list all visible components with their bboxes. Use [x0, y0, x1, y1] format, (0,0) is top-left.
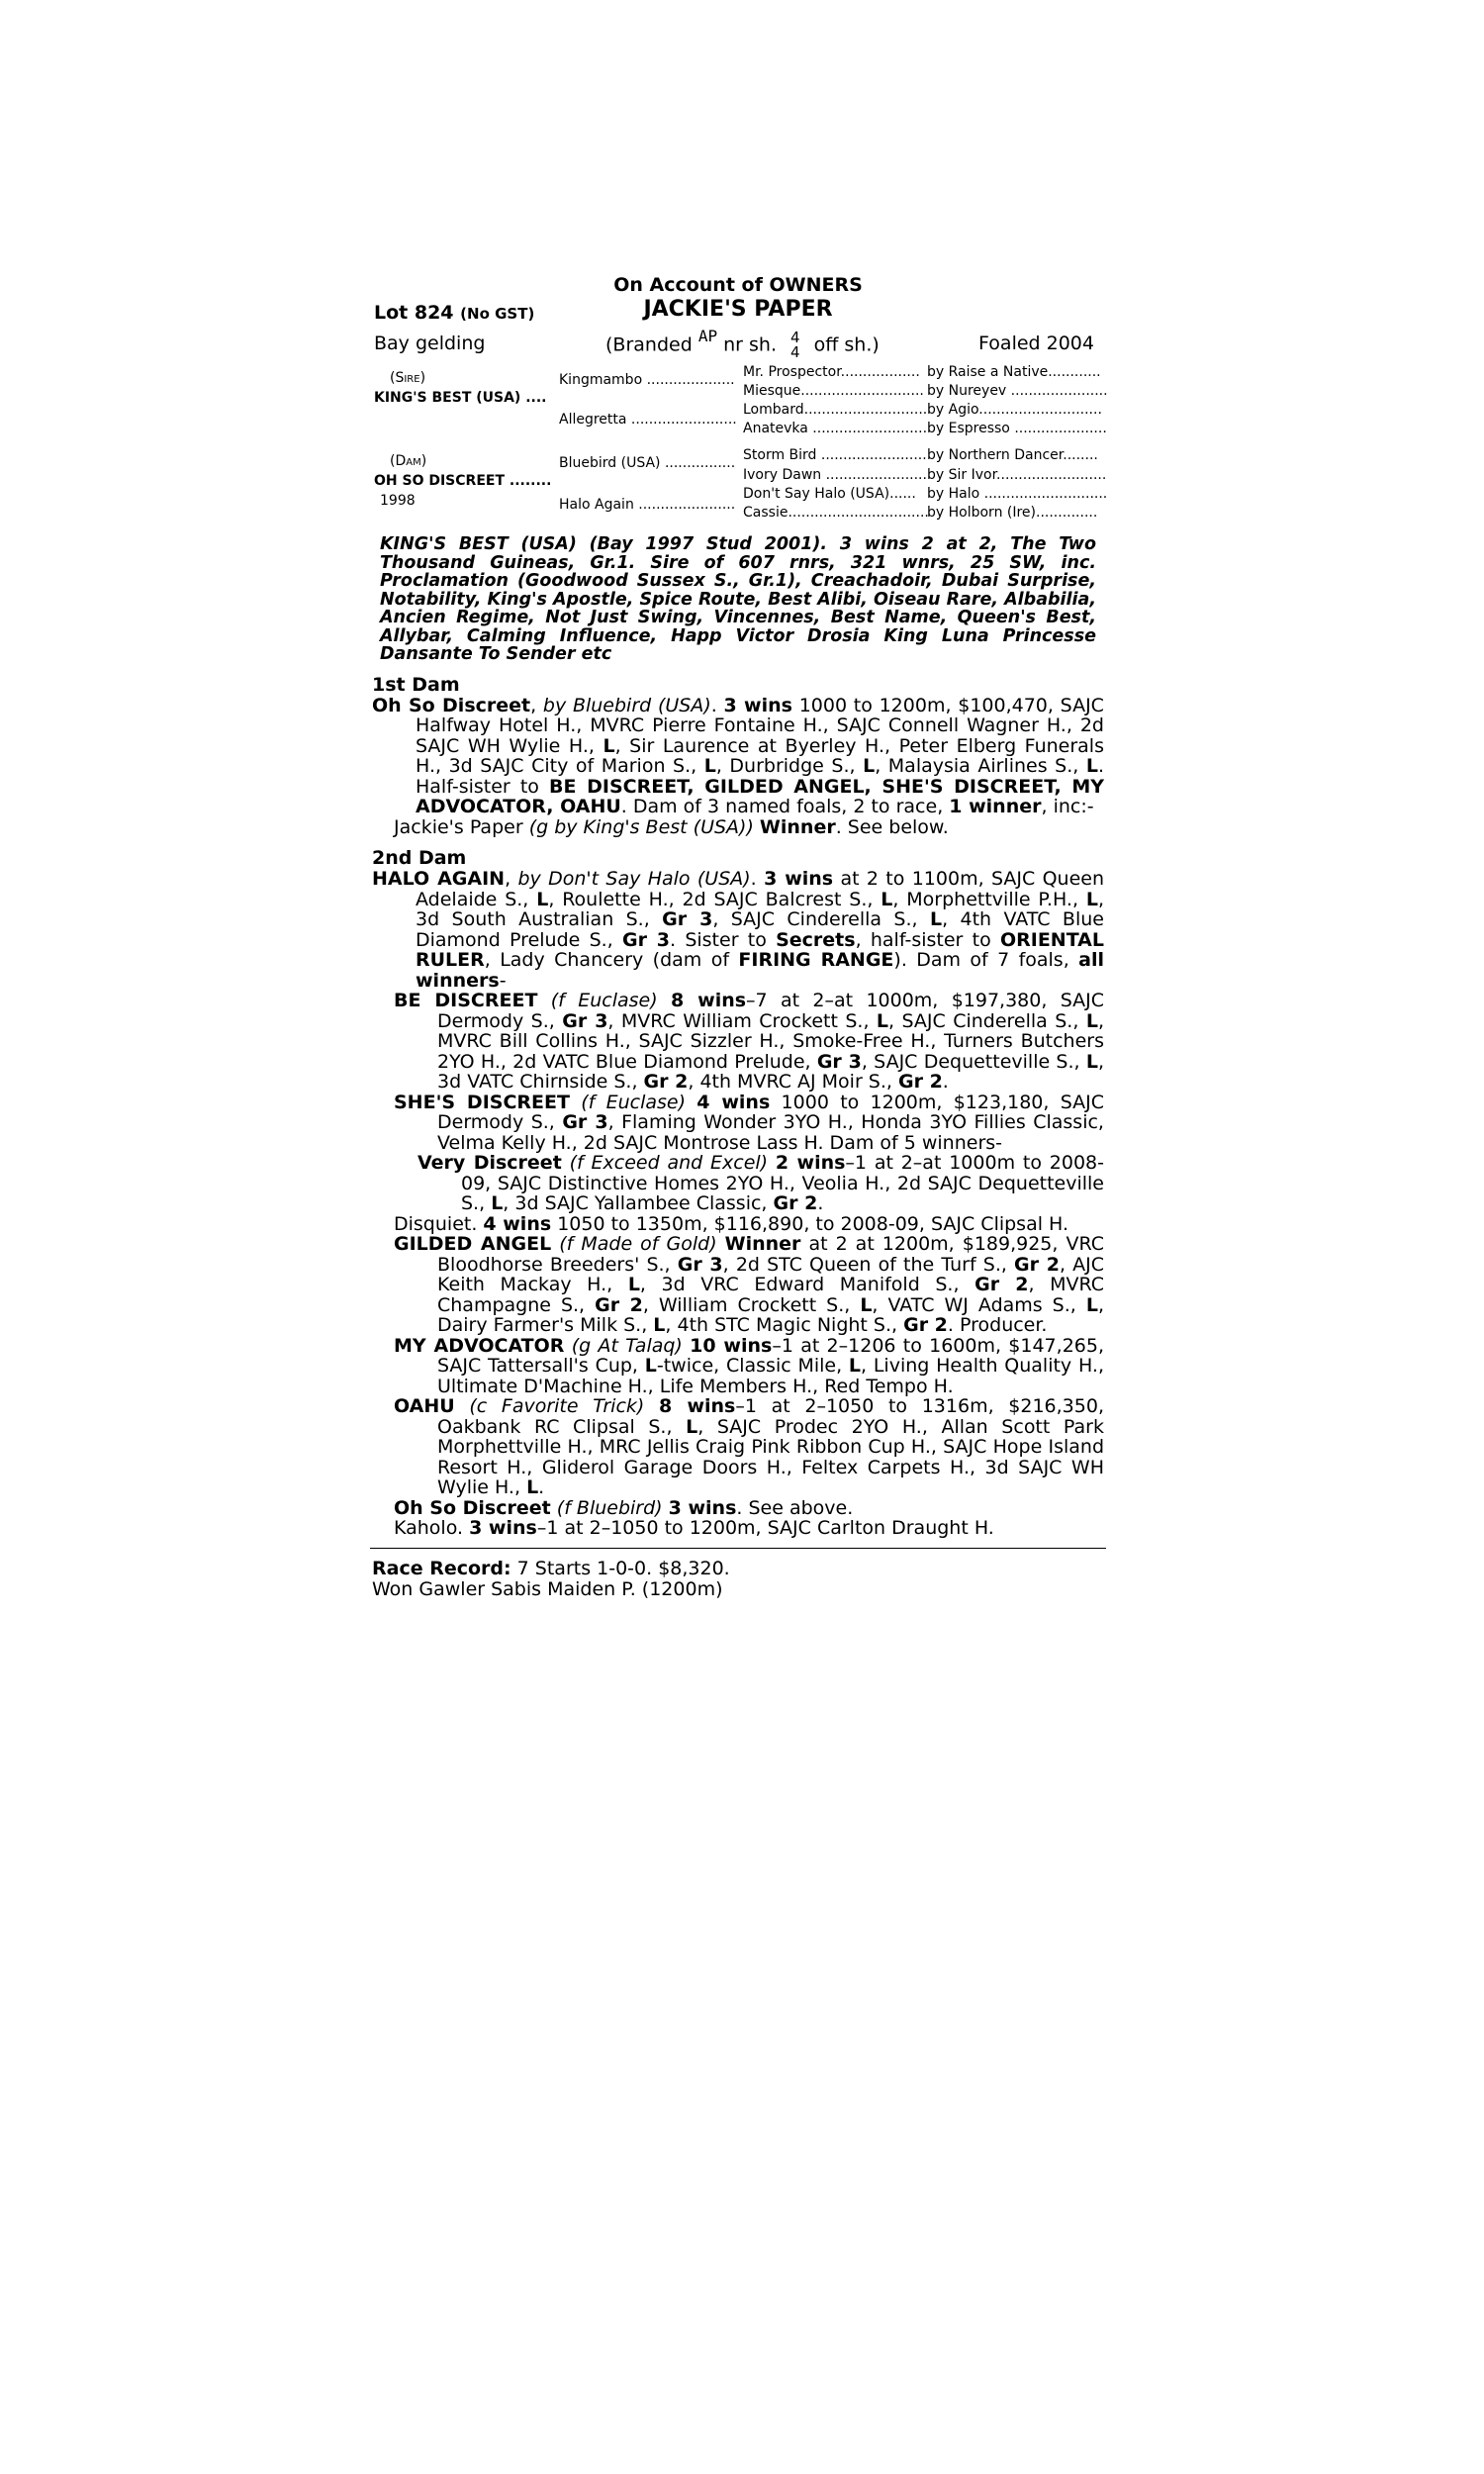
pedigree-sire-line: by Nureyev ......................	[927, 383, 1108, 399]
pedigree-great-grandparent: Lombard............................	[743, 402, 928, 418]
pedigree-sire-line: by Northern Dancer........	[927, 447, 1098, 463]
progeny-disquiet: Disquiet. 4 wins 1050 to 1350m, $116,890, to 2008-09, SAJC Clipsal H.	[394, 1212, 1069, 1235]
progeny-be-discreet: BE DISCREET (f Euclase) 8 wins–7 at 2–at 1000m, $197,380, SAJC Dermody S., Gr 3, MVRC William Crockett S., L, SAJC Cinderella S., L, MVRC Bill Collins H., SAJC Sizzler H., Smoke-Free H., Turners Butchers 2YO H., 2d VATC Blue Diamond Prelude, Gr 3, SAJC Dequetteville S., L, 3d VATC Chirnside S., Gr 2, 4th MVRC AJ Moir S., Gr 2.	[394, 990, 1105, 1093]
pedigree-sire-line: by Halo ............................	[927, 486, 1108, 502]
progeny-my-advocator: MY ADVOCATOR (g At Talaq) 10 wins–1 at 2–1206 to 1600m, $147,265, SAJC Tattersall's Cup, L-twice, Classic Mile, L, Living Health Quality H., Ultimate D'Machine H., Life Members H., Red Tempo H.	[394, 1334, 1104, 1397]
brand-description: (Branded AP nr sh. 4 4 off sh.)	[605, 326, 880, 361]
progeny-oahu: OAHU (c Favorite Trick) 8 wins–1 at 2–1050 to 1316m, $216,350, Oakbank RC Clipsal S., L, SAJC Prodec 2YO H., Allan Scott Park Morphettville H., MRC Jellis Craig Pink Ribbon Cup H., SAJC Hope Island Resort H., Gliderol Garage Doors H., Feltex Carpets H., 3d SAJC WH Wylie H., L.	[394, 1395, 1104, 1498]
pedigree-grandparent: Halo Again ......................	[559, 497, 736, 513]
progeny-gilded-angel: GILDED ANGEL (f Made of Gold) Winner at 2 at 1200m, $189,925, VRC Bloodhorse Breeders' S., Gr 3, 2d STC Queen of the Turf S., Gr 2, AJC Keith Mackay H., L, 3d VRC Edward Manifold S., Gr 2, MVRC Champagne S., Gr 2, William Crockett S., L, VATC WJ Adams S., L, Dairy Farmer's Milk S., L, 4th STC Magic Night S., Gr 2. Producer.	[394, 1233, 1104, 1336]
brand-mark-icon: AP	[697, 326, 718, 345]
pedigree-sire-line: by Holborn (Ire)..............	[927, 505, 1098, 521]
sire-summary: KING'S BEST (USA) (Bay 1997 Stud 2001). 3 wins 2 at 2, The Two Thousand Guineas, Gr.1. Sire of 607 rnrs, 321 wnrs, 25 SW, inc. Proclamation (Goodwood Sussex S., Gr.1), Creachadoir, Dubai Surprise, Notability, King's Apostle, Spice Route, Best Alibi, Oiseau Rare, Albabilia, Ancien Regime, Not Just Swing, Vincennes, Best Name, Queen's Best, Allybar, Calming Influence, Happ Victor Drosia King Luna Princesse Dansante To Sender etc	[380, 534, 1096, 664]
account-heading: On Account of OWNERS	[613, 274, 863, 296]
pedigree-grandparent: Kingmambo ....................	[559, 372, 735, 388]
foaled-year: Foaled 2004	[978, 333, 1094, 354]
race-won: Won Gawler Sabis Maiden P. (1200m)	[372, 1577, 723, 1600]
section-divider	[370, 1548, 1106, 1549]
pedigree-sire-line: by Raise a Native............	[927, 364, 1101, 380]
description-row	[372, 327, 1104, 362]
lot-row	[372, 297, 1104, 327]
progeny-very-discreet: Very Discreet (f Exceed and Excel) 2 wins–1 at 2–at 1000m to 2008-09, SAJC Distinctive Homes 2YO H., Veolia H., 2d SAJC Dequetteville S., L, 3d SAJC Yallambee Classic, Gr 2.	[417, 1152, 1104, 1214]
pedigree-grandparent: Allegretta ........................	[559, 412, 737, 428]
sire-label: (Sire)	[390, 370, 426, 386]
first-dam-entry: Oh So Discreet, by Bluebird (USA). 3 wins 1000 to 1200m, $100,470, SAJC Halfway Hotel H., MVRC Pierre Fontaine H., SAJC Connell Wagner H., 2d SAJC WH Wylie H., L, Sir Laurence at Byerley H., Peter Elberg Funerals H., 3d SAJC City of Marion S., L, Durbridge S., L, Malaysia Airlines S., L. Half-sister to BE DISCREET, GILDED ANGEL, SHE'S DISCREET, MY ADVOCATOR, OAHU. Dam of 3 named foals, 2 to race, 1 winner, inc:-	[372, 694, 1105, 817]
dam-year: 1998	[380, 493, 416, 509]
second-dam-entry: HALO AGAIN, by Don't Say Halo (USA). 3 wins at 2 to 1100m, SAJC Queen Adelaide S., L, Roulette H., 2d SAJC Balcrest S., L, Morphettville P.H., L, 3d South Australian S., Gr 3, SAJC Cinderella S., L, 4th VATC Blue Diamond Prelude S., Gr 3. Sister to Secrets, half-sister to ORIENTAL RULER, Lady Chancery (dam of FIRING RANGE). Dam of 7 foals, all winners-	[372, 868, 1104, 992]
dam-name: OH SO DISCREET ........	[374, 473, 552, 489]
pedigree-great-grandparent: Miesque............................	[743, 383, 924, 399]
pedigree-great-grandparent: Mr. Prospector..................	[743, 364, 920, 380]
pedigree-great-grandparent: Don't Say Halo (USA)......	[743, 486, 916, 502]
pedigree-sire-line: by Agio............................	[927, 402, 1102, 418]
first-dam-heading: 1st Dam	[372, 673, 460, 696]
second-dam-heading: 2nd Dam	[372, 847, 467, 869]
pedigree-sire-line: by Sir Ivor.........................	[927, 467, 1107, 483]
progeny-kaholo: Kaholo. 3 wins–1 at 2–1050 to 1200m, SAJC Carlton Draught H.	[394, 1517, 994, 1539]
pedigree-great-grandparent: Anatevka ..........................	[743, 421, 928, 436]
pedigree-great-grandparent: Ivory Dawn .......................	[743, 467, 927, 483]
horse-name: JACKIE'S PAPER	[643, 297, 833, 322]
first-dam-foal: Jackie's Paper (g by King's Best (USA)) Winner. See below.	[394, 815, 949, 838]
race-record: Race Record: 7 Starts 1-0-0. $8,320.	[372, 1557, 730, 1579]
sire-name: KING'S BEST (USA) ....	[374, 390, 547, 406]
horse-sex: Bay gelding	[374, 333, 486, 354]
dam-label: (Dam)	[390, 453, 427, 469]
pedigree-sire-line: by Espresso .....................	[927, 421, 1107, 436]
pedigree-great-grandparent: Storm Bird ........................	[743, 447, 927, 463]
pedigree-table	[372, 364, 1108, 527]
pedigree-grandparent: Bluebird (USA) ................	[559, 455, 736, 471]
lot-number: Lot 824 (No GST)	[374, 302, 535, 324]
pedigree-great-grandparent: Cassie................................	[743, 505, 929, 521]
catalogue-page	[372, 273, 1108, 1600]
progeny-oh-so-discreet: Oh So Discreet (f Bluebird) 3 wins. See above.	[394, 1496, 854, 1519]
progeny-shes-discreet: SHE'S DISCREET (f Euclase) 4 wins 1000 to 1200m, $123,180, SAJC Dermody S., Gr 3, Flaming Wonder 3YO H., Honda 3YO Fillies Classic, Velma Kelly H., 2d SAJC Montrose Lass H. Dam of 5 winners-	[394, 1091, 1104, 1154]
brand-number: 4 4	[790, 329, 800, 361]
